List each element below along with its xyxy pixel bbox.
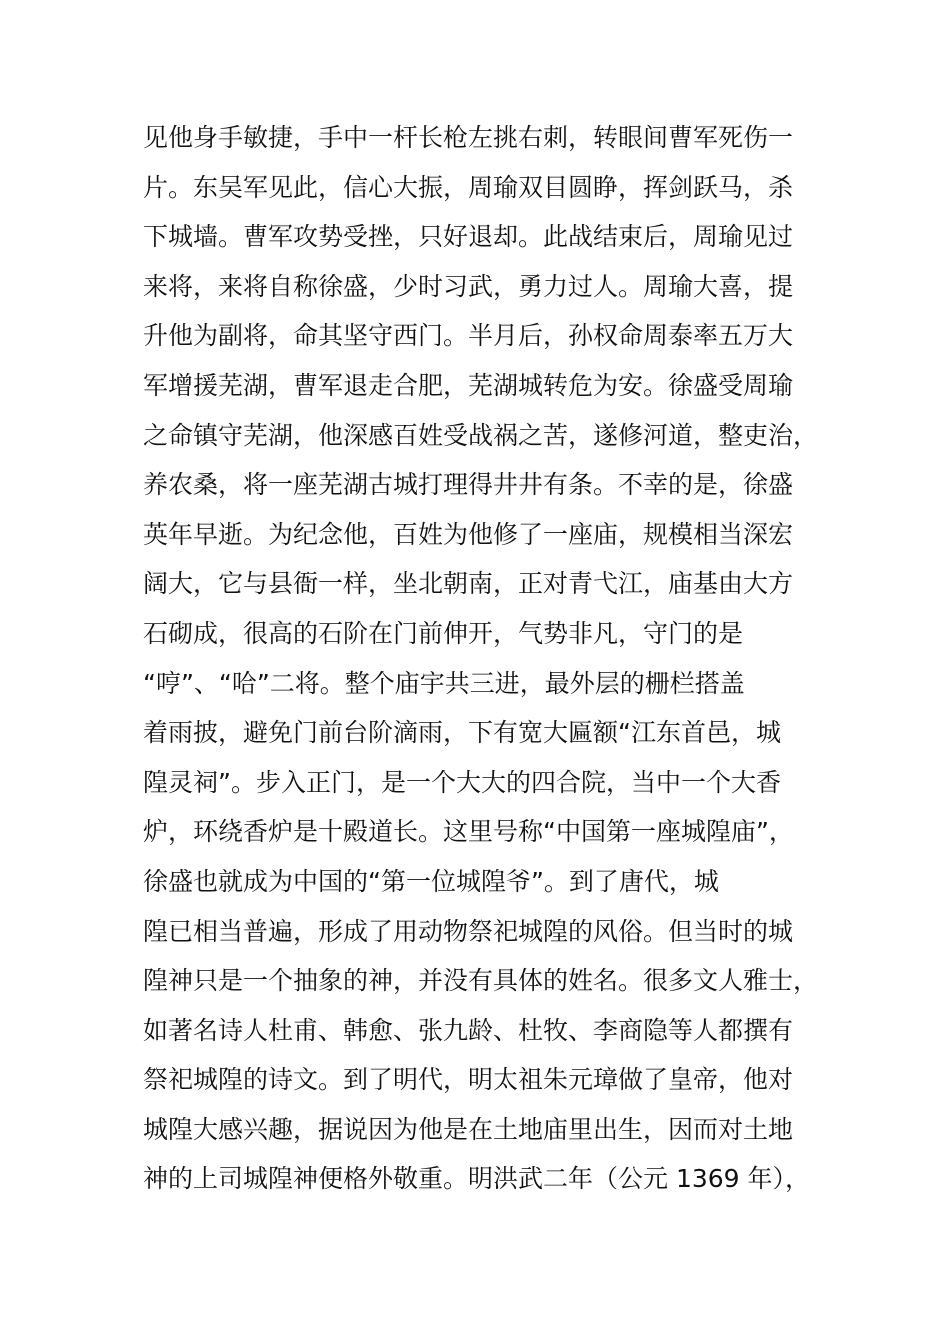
text-line-20: 祭祀城隍的诗文。到了明代，明太祖朱元璋做了皇帝，他对	[143, 1065, 794, 1095]
text-line-16: 徐盛也就成为中国的“第一位城隍爷”。到了唐代，城	[143, 866, 719, 896]
text-line-22: 神的上司城隍神便格外敬重。明洪武二年（公元 1369 年），	[143, 1164, 811, 1194]
text-line-13: 着雨披，避免门前台阶滴雨，下有宽大匾额“江东首邑，城	[143, 718, 781, 748]
text-line-2: 片。东吴军见此，信心大振，周瑜双目圆睁，挥剑跃马，杀	[143, 172, 794, 202]
text-line-5: 升他为副将，命其坚守西门。半月后，孙权命周泰率五万大	[143, 321, 794, 351]
text-line-10: 阔大，它与县衙一样，坐北朝南，正对青弋江，庙基由大方	[143, 569, 794, 599]
text-line-18: 隍神只是一个抽象的神，并没有具体的姓名。很多文人雅士，	[143, 966, 819, 996]
text-line-15: 炉，环绕香炉是十殿道长。这里号称“中国第一座城隍庙”，	[143, 817, 794, 847]
text-line-17: 隍已相当普遍，形成了用动物祭祀城隍的风俗。但当时的城	[143, 916, 794, 946]
text-line-4: 来将，来将自称徐盛，少时习武，勇力过人。周瑜大喜，提	[143, 271, 794, 301]
text-line-8: 养农桑，将一座芜湖古城打理得井井有条。不幸的是，徐盛	[143, 470, 794, 500]
text-line-9: 英年早逝。为纪念他，百姓为他修了一座庙，规模相当深宏	[143, 519, 794, 549]
text-line-11: 石砌成，很高的石阶在门前伸开，气势非凡，守门的是	[143, 618, 744, 648]
text-line-14: 隍灵祠”。步入正门，是一个大大的四合院，当中一个大香	[143, 767, 781, 797]
text-line-7: 之命镇守芜湖，他深感百姓受战祸之苦，遂修河道，整吏治，	[143, 420, 819, 450]
text-line-12: “哼”、“哈”二将。整个庙宇共三进，最外层的栅栏搭盖	[143, 668, 745, 698]
text-line-21: 城隍大感兴趣，据说因为他是在土地庙里出生，因而对土地	[143, 1114, 794, 1144]
text-line-3: 下城墙。曹军攻势受挫，只好退却。此战结束后，周瑜见过	[143, 222, 794, 252]
text-line-1: 见他身手敏捷，手中一杆长枪左挑右刺，转眼间曹军死伤一	[143, 123, 794, 152]
text-line-19: 如著名诗人杜甫、韩愈、张九龄、杜牧、李商隐等人都撰有	[143, 1015, 794, 1045]
body-text	[143, 113, 833, 1204]
text-line-6: 军增援芜湖，曹军退走合肥，芜湖城转危为安。徐盛受周瑜	[143, 370, 794, 400]
